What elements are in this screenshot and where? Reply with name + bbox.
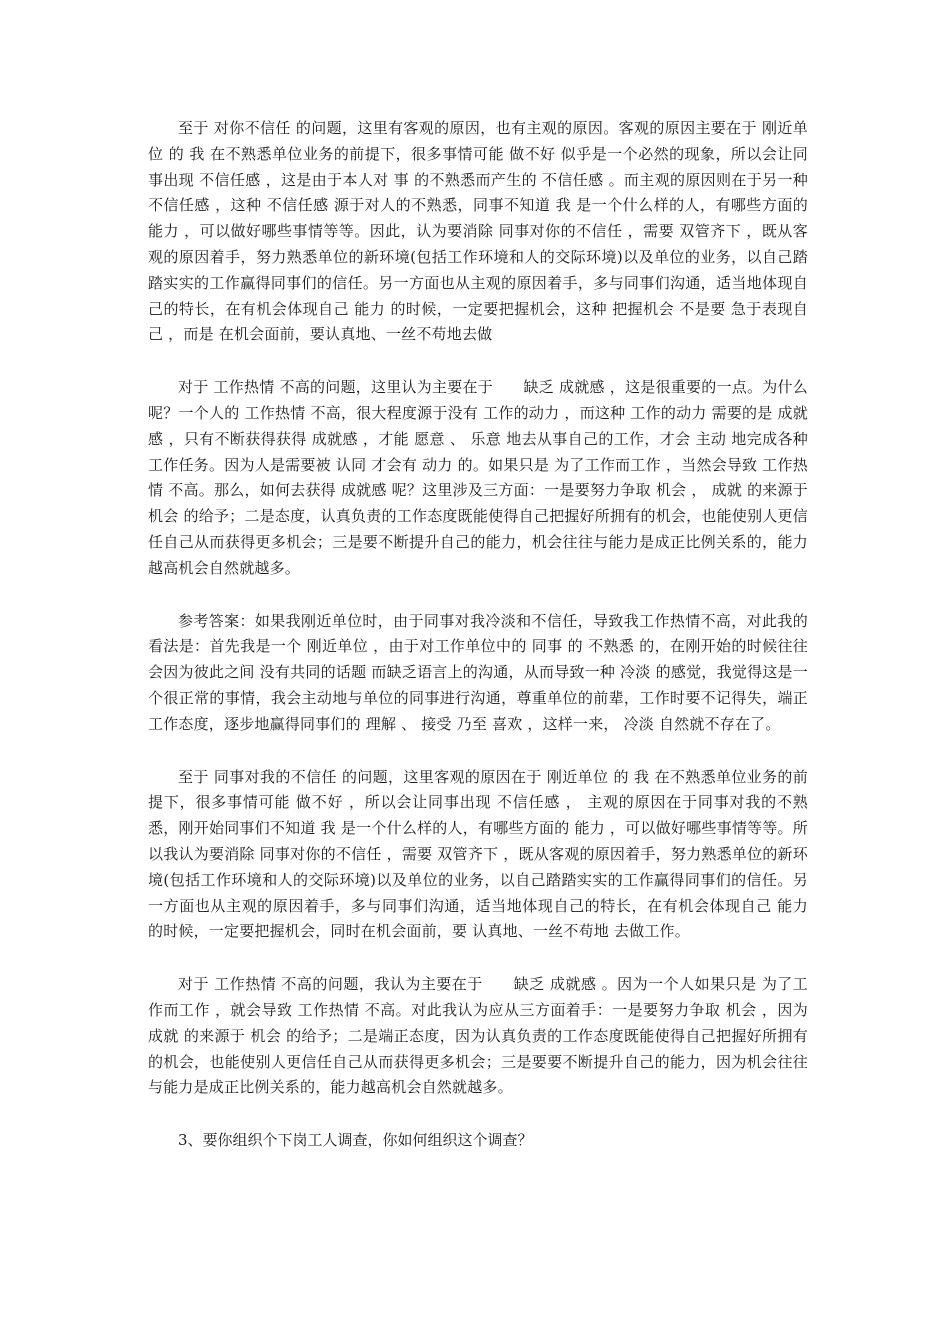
document-page	[148, 116, 808, 1154]
paragraph-3: 参考答案：如果我刚近单位时，由于同事对我冷淡和不信任，导致我工作热情不高，对此我的看法是：首先我是一个 刚近单位 ，由于对工作单位中的 同事 的 不熟悉 的，在刚开始的时候往往会因为彼此之间 没有共同的话题 而缺乏语言上的沟通，从而导致一种 冷淡 的感觉，我觉得这是一个很正常的事情，我会主动地与单位的同事进行沟通，尊重单位的前辈，工作时要不记得失，端正工作态度，逐步地赢得同事们的 理解 、 接受 乃至 喜欢 ，这样一来， 冷淡 自然就不存在了。	[148, 611, 808, 733]
paragraph-4: 至于 同事对我的不信任 的问题，这里客观的原因在于 刚近单位 的 我 在不熟悉单位业务的前提下，很多事情可能 做不好 ，所以会让同事出现 不信任感 ， 主观的原因在于同事对我的不熟悉，刚开始同事们不知道 我 是一个什么样的人，有哪些方面的 能力 ，可以做好哪些事情等等。所以我认为要消除 同事对你的不信任 ，需要 双管齐下 ，既从客观的原因着手，努力熟悉单位的新环境(包括工作环境和人的交际环境)以及单位的业务，以自己踏踏实实的工作赢得同事们的信任。另一方面也从主观的原因着手，多与同事们沟通，适当地体现自己的特长，在有机会体现自己 能力 的时候，一定要把握机会，同时在机会面前，要 认真地、一丝不苟地 去做工作。	[148, 767, 808, 941]
paragraph-5: 对于 工作热情 不高的问题，我认为主要在于 缺乏 成就感 。因为一个人如果只是 为了工作而工作 ，就会导致 工作热情 不高。对此我认为应从三方面着手：一是要努力争取 机会 ，因为 成就 的来源于 机会 的给予；二是端正态度，因为认真负责的工作态度既能使得自己把握好所拥有的机会，也能使别人更信任自己从而获得更多机会；三是要要不断提升自己的能力，因为机会往往与能力是成正比例关系的，能力越高机会自然就越多。	[148, 975, 808, 1097]
question-heading: 3、要你组织个下岗工人调查，你如何组织这个调查？	[178, 1131, 533, 1150]
paragraph-2: 对于 工作热情 不高的问题，这里认为主要在于 缺乏 成就感 ，这是很重要的一点。为什么呢？一个人的 工作热情 不高，很大程度源于没有 工作的动力 ，而这种 工作的动力 需要的是 成就感 ，只有不断获得获得 成就感 ，才能 愿意 、 乐意 地去从事自己的工作，才会 主动 地完成各种工作任务。因为人是需要被 认同 才会有 动力 的。如果只是 为了工作而工作 ，当然会导致 工作热情 不高。那么，如何去获得 成就感 呢？这里涉及三方面：一是要努力争取 机会 ， 成就 的来源于 机会 的给予；二是态度，认真负责的工作态度既能使得自己把握好所拥有的机会，也能使别人更信任自己从而获得更多机会；三是要不断提升自己的能力，机会往往与能力是成正比例关系的，能力越高机会自然就越多。	[148, 378, 808, 577]
paragraph-1: 至于 对你不信任 的问题，这里有客观的原因，也有主观的原因。客观的原因主要在于 刚近单位 的 我 在不熟悉单位业务的前提下，很多事情可能 做不好 似乎是一个必然的现象，所以会让同事出现 不信任感 ，这是由于本人对 事 的不熟悉而产生的 不信任感 。而主观的原因则在于另一种 不信任感 ，这种 不信任感 源于对人的不熟悉，同事不知道 我 是一个什么样的人，有哪些方面的 能力 ，可以做好哪些事情等等。因此，认为要消除 同事对你的不信任 ，需要 双管齐下 ，既从客观的原因着手，努力熟悉单位的新环境(包括工作环境和人的交际环境)以及单位的业务，以自己踏踏实实的工作赢得同事们的信任。另一方面也从主观的原因着手，多与同事们沟通，适当地体现自己的特长，在有机会体现自己 能力 的时候，一定要把握机会，这种 把握机会 不是要 急于表现自己 ，而是 在机会面前，要认真地、一丝不苟地去做	[148, 119, 808, 344]
